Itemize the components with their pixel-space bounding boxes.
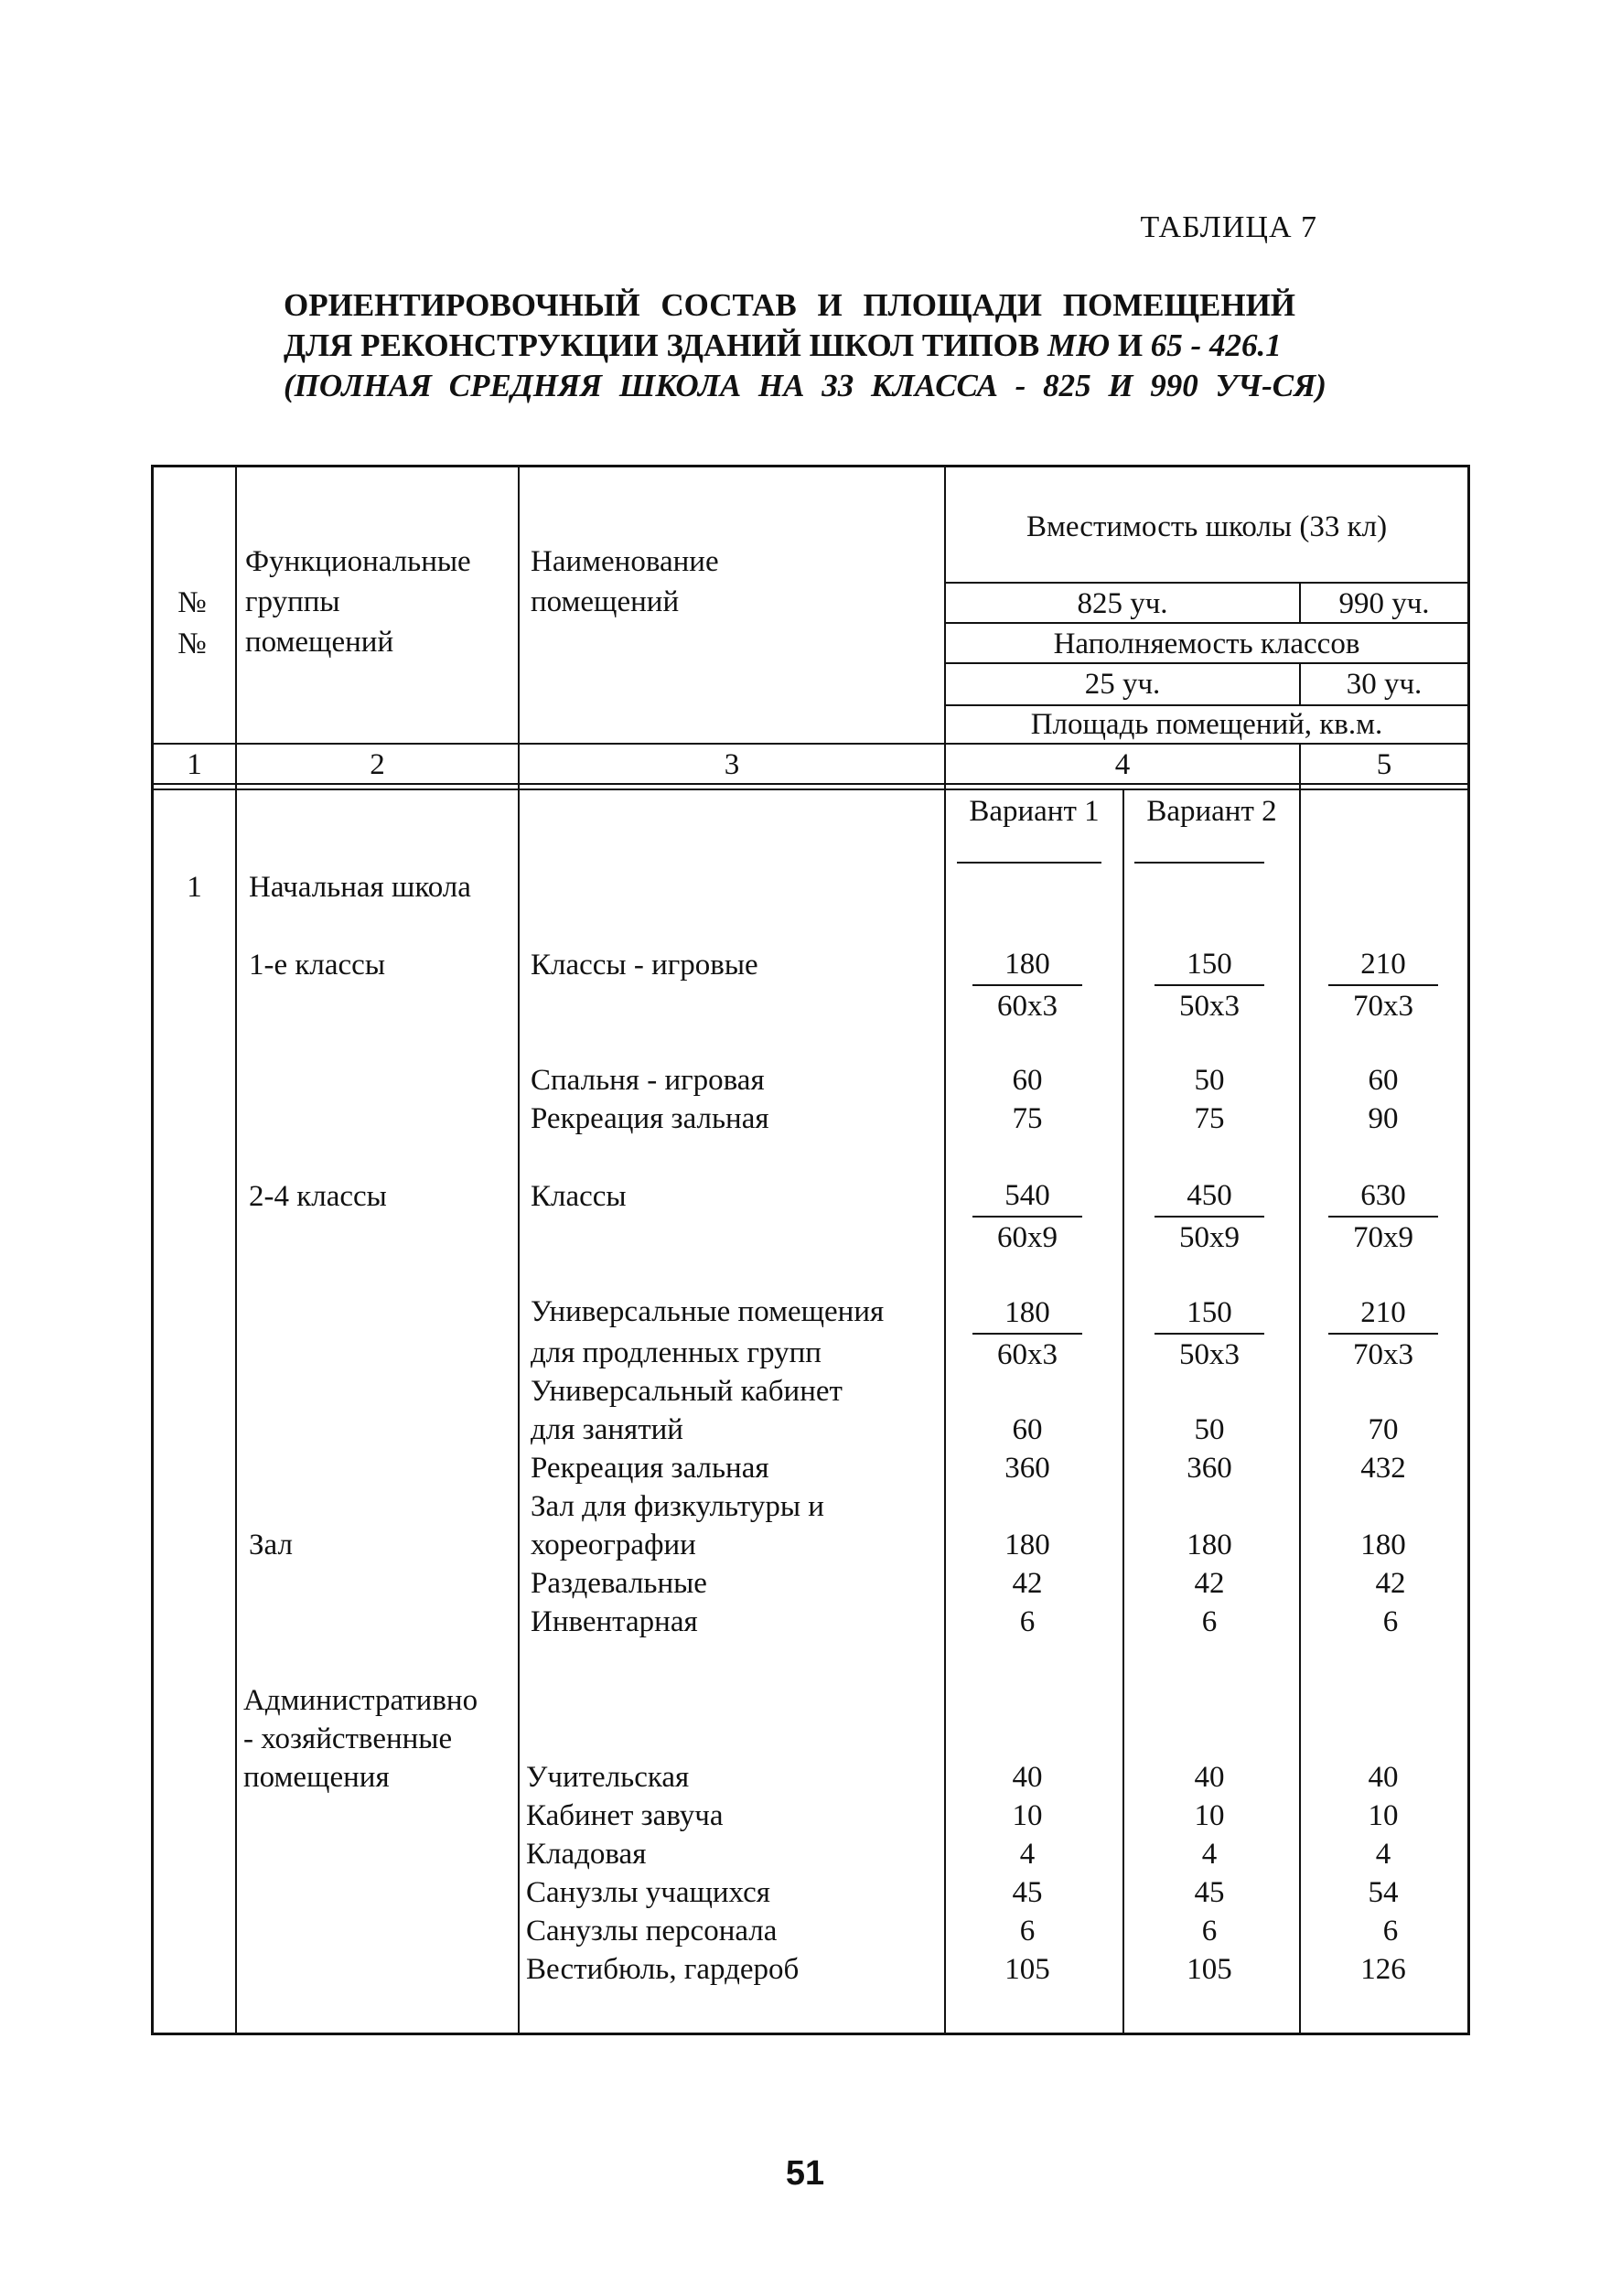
universal-v2: $\frac{150}{50x3}$	[1155, 1293, 1264, 1375]
play-classes-v1: $\frac{180}{60x3}$	[972, 944, 1082, 1026]
recreation-1-col5: 90	[1368, 1102, 1399, 1135]
head-teacher-v1: 10	[1012, 1799, 1043, 1832]
room-lobby: Вестибюль, гардероб	[526, 1953, 800, 1986]
classes-v1: $\frac{540}{60x9}$	[972, 1175, 1082, 1258]
play-classes-col5: $\frac{210}{70x3}$	[1328, 944, 1438, 1026]
bedroom-v1: 60	[1012, 1064, 1043, 1097]
header-fill-30: 30 уч.	[1346, 668, 1423, 701]
cabinet-v2: 50	[1194, 1413, 1225, 1446]
teachers-v1: 40	[1012, 1761, 1043, 1794]
title-line-3: (ПОЛНАЯ СРЕДНЯЯ ШКОЛА НА 33 КЛАССА - 825 И 990 УЧ-СЯ)	[284, 368, 1326, 403]
recreation-1-v1: 75	[1012, 1102, 1043, 1135]
inventory-col5: 6	[1382, 1605, 1399, 1638]
cabinet-col5: 70	[1368, 1413, 1399, 1446]
room-student-wc: Санузлы учащихся	[526, 1876, 770, 1909]
document-title	[284, 285, 1336, 406]
header-area: Площадь помещений, кв.м.	[1030, 708, 1383, 741]
staff-wc-v1: 6	[1019, 1915, 1036, 1947]
room-recreation-1: Рекреация зальная	[531, 1102, 769, 1135]
group-2-4-grades: 2-4 классы	[249, 1180, 387, 1213]
room-universal-l1: Универсальные помещения	[531, 1295, 885, 1328]
room-gym-l1: Зал для физкультуры и	[531, 1490, 824, 1523]
lobby-v2: 105	[1187, 1953, 1232, 1986]
student-wc-v2: 45	[1194, 1876, 1225, 1909]
room-staff-wc: Санузлы персонала	[526, 1915, 778, 1947]
universal-col5: $\frac{210}{70x3}$	[1328, 1293, 1438, 1375]
room-recreation-2: Рекреация зальная	[531, 1452, 769, 1485]
teachers-col5: 40	[1368, 1761, 1399, 1794]
group-hall: Зал	[249, 1529, 293, 1561]
page-number: 51	[785, 2154, 825, 2193]
room-head-teacher: Кабинет завуча	[526, 1799, 724, 1832]
storage-v2: 4	[1201, 1838, 1218, 1871]
gym-col5: 180	[1360, 1529, 1406, 1561]
column-number-3: 3	[724, 748, 740, 781]
teachers-v2: 40	[1194, 1761, 1225, 1794]
header-capacity: Вместимость школы (33 кл)	[1026, 510, 1388, 543]
lockers-v1: 42	[1012, 1567, 1043, 1600]
header-990-students: 990 уч.	[1338, 587, 1430, 620]
room-teachers: Учительская	[526, 1761, 690, 1794]
storage-v1: 4	[1019, 1838, 1036, 1871]
room-bedroom: Спальня - игровая	[531, 1064, 765, 1097]
storage-col5: 4	[1375, 1838, 1391, 1871]
recreation-2-v2: 360	[1187, 1452, 1232, 1485]
section-primary-school: Начальная школа	[249, 871, 471, 904]
group-admin: Административно - хозяйственные помещения	[243, 1684, 478, 1794]
header-col-no: № №	[177, 586, 207, 660]
cabinet-v1: 60	[1012, 1413, 1043, 1446]
lockers-v2: 42	[1194, 1567, 1225, 1600]
title-type-mu: МЮ	[1047, 327, 1111, 363]
classes-col5: $\frac{630}{70x9}$	[1328, 1175, 1438, 1258]
inventory-v1: 6	[1019, 1605, 1036, 1638]
lockers-col5: 42	[1375, 1567, 1406, 1600]
header-825-students: 825 уч.	[1077, 587, 1168, 620]
universal-v1: $\frac{180}{60x3}$	[972, 1293, 1082, 1375]
room-inventory: Инвентарная	[531, 1605, 698, 1638]
student-wc-col5: 54	[1368, 1876, 1399, 1909]
room-universal-l2: для продленных групп	[531, 1336, 822, 1369]
lobby-col5: 126	[1360, 1953, 1406, 1986]
bedroom-v2: 50	[1194, 1064, 1225, 1097]
room-cabinet-l2: для занятий	[531, 1413, 683, 1446]
column-number-1: 1	[187, 748, 202, 781]
room-cabinet-l1: Универсальный кабинет	[531, 1375, 843, 1408]
group-1st-grade: 1-е классы	[249, 949, 385, 982]
room-storage: Кладовая	[526, 1838, 647, 1871]
inventory-v2: 6	[1201, 1605, 1218, 1638]
play-classes-v2: $\frac{150}{50x3}$	[1155, 944, 1264, 1026]
gym-v1: 180	[1004, 1529, 1050, 1561]
variant-1-label: Вариант 1	[969, 795, 1100, 828]
column-number-2: 2	[370, 748, 385, 781]
variant-2-label: Вариант 2	[1146, 795, 1277, 828]
head-teacher-col5: 10	[1368, 1799, 1399, 1832]
recreation-1-v2: 75	[1194, 1102, 1225, 1135]
title-line-2-text: ДЛЯ РЕКОНСТРУКЦИИ ЗДАНИЙ ШКОЛ ТИПОВ	[284, 327, 1047, 363]
bedroom-col5: 60	[1368, 1064, 1399, 1097]
gym-v2: 180	[1187, 1529, 1232, 1561]
head-teacher-v2: 10	[1194, 1799, 1225, 1832]
table-label: ТАБЛИЦА 7	[1140, 210, 1317, 244]
staff-wc-col5: 6	[1382, 1915, 1399, 1947]
title-type-65: 65 - 426.1	[1150, 327, 1282, 363]
recreation-2-col5: 432	[1360, 1452, 1406, 1485]
header-col-name: Наименование помещений	[531, 545, 719, 618]
header-class-fill: Наполняемость классов	[1053, 628, 1360, 660]
section-number: 1	[187, 871, 202, 904]
student-wc-v1: 45	[1012, 1876, 1043, 1909]
title-line-1: ОРИЕНТИРОВОЧНЫЙ СОСТАВ И ПЛОЩАДИ ПОМЕЩЕНИЙ	[284, 287, 1296, 323]
column-number-4: 4	[1114, 748, 1131, 781]
room-lockers: Раздевальные	[531, 1567, 707, 1600]
header-fill-25: 25 уч.	[1084, 668, 1161, 701]
room-play-classes: Классы - игровые	[531, 949, 758, 982]
recreation-2-v1: 360	[1004, 1452, 1050, 1485]
room-gym-l2: хореографии	[531, 1529, 696, 1561]
room-classes: Классы	[531, 1180, 627, 1213]
title-line-2	[284, 326, 1336, 366]
title-line-2-and: И	[1110, 327, 1151, 363]
classes-v2: $\frac{450}{50x9}$	[1155, 1175, 1264, 1258]
lobby-v1: 105	[1004, 1953, 1050, 1986]
staff-wc-v2: 6	[1201, 1915, 1218, 1947]
header-col-group: Функциональные группы помещений	[245, 545, 471, 659]
column-number-5: 5	[1376, 748, 1392, 781]
